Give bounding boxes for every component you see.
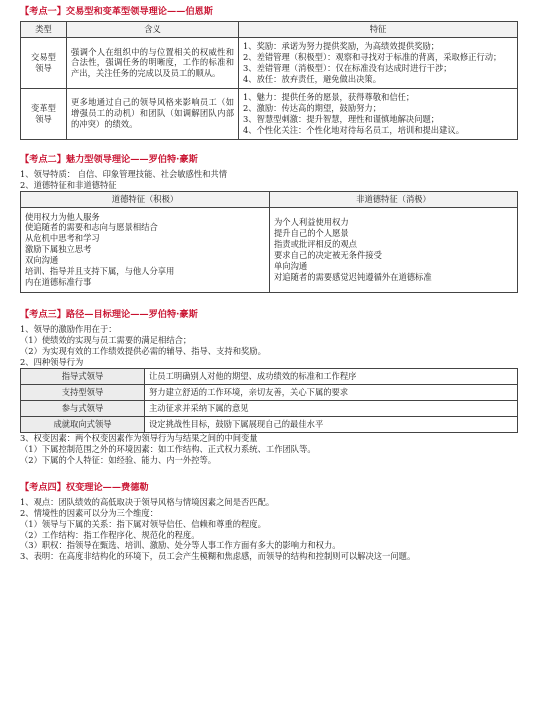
behavior-desc: 让员工明确别人对他的期望、成功绩效的标准和工作程序 bbox=[145, 368, 518, 384]
table-row bbox=[21, 400, 518, 416]
feature-item: 2、差错管理（积极型）：观察和寻找对于标准的背离，采取修正行动； bbox=[243, 52, 502, 63]
table-row bbox=[21, 368, 518, 384]
type-line: 领导 bbox=[35, 113, 52, 124]
list-item: 对追随者的需要感觉迟钝遵循外在道德标准 bbox=[274, 271, 432, 282]
type-line: 交易型 bbox=[31, 52, 56, 63]
moral-traits-table bbox=[20, 191, 518, 294]
list-item: 使追随者的需要和志向与愿景相结合 bbox=[25, 222, 158, 233]
list-item: 培训、指导并且支持下属，与他人分享用 bbox=[25, 266, 175, 277]
list-item: 为个人利益使用权力 bbox=[274, 217, 349, 227]
type-cell bbox=[21, 88, 67, 139]
text-line: 1、领导特质： 自信、印象管理技能、社会敏感性和共情 bbox=[20, 168, 228, 179]
section-2-title: 【考点二】魅力型领导理论——罗伯特·豪斯 bbox=[20, 153, 198, 165]
table-row bbox=[21, 207, 518, 293]
behavior-desc: 设定挑战性目标，鼓励下属展现自己的最佳水平 bbox=[145, 416, 518, 432]
header-type: 类型 bbox=[21, 22, 67, 38]
text-line: （2）为实现有效的工作绩效提供必需的辅导、指导、支持和奖励。 bbox=[20, 346, 266, 357]
list-item: 使用权力为他人服务 bbox=[25, 211, 100, 222]
list-item: 双向沟通 bbox=[25, 255, 59, 266]
feature-item: 4、个性化关注：个性化地对待每名员工，培训和提出建议。 bbox=[243, 124, 464, 135]
table-header-row bbox=[21, 191, 518, 207]
table-row bbox=[21, 416, 518, 432]
list-item: 单向沟通 bbox=[274, 260, 308, 271]
table-header-row bbox=[21, 22, 518, 38]
feature-item: 2、激励：传达高的期望，鼓励努力； bbox=[243, 102, 382, 113]
features-cell bbox=[239, 38, 518, 89]
leadership-behavior-table bbox=[20, 368, 518, 433]
section-3-title: 【考点三】路径—目标理论——罗伯特·豪斯 bbox=[20, 309, 198, 321]
feature-item: 1、魅力：提供任务的愿景，获得尊敬和信任； bbox=[243, 91, 415, 102]
behavior-name: 参与式领导 bbox=[21, 400, 145, 416]
type-line: 变革型 bbox=[31, 102, 56, 113]
feature-item: 1、奖励：承诺为努力提供奖励，为高绩效提供奖励； bbox=[243, 41, 440, 52]
feature-item: 4、放任：放弃责任，避免做出决策。 bbox=[243, 73, 382, 84]
moral-list bbox=[21, 207, 270, 293]
behavior-name: 指导式领导 bbox=[21, 368, 145, 384]
text-line: 2、四种领导行为 bbox=[20, 357, 84, 368]
behavior-name: 支持型领导 bbox=[21, 384, 145, 400]
definition-cell: 更多地通过自己的领导风格来影响员工（如增强员工的动机）和团队（如调解团队内部的冲突）的绩效。 bbox=[67, 88, 239, 139]
feature-item: 3、差错管理（消极型）：仅在标准没有达成时进行干涉； bbox=[243, 62, 452, 73]
text-line: 2、情境性的因素可以分为三个维度： bbox=[20, 507, 159, 518]
text-line: （2）工作结构：指工作程序化、规范化的程度。 bbox=[20, 529, 200, 540]
list-item: 要求自己的决定被无条件接受 bbox=[274, 249, 382, 260]
behavior-desc: 努力建立舒适的工作环境，亲切友善，关心下属的要求 bbox=[145, 384, 518, 400]
text-line: 1、观点：团队绩效的高低取决于领导风格与情境因素之间是否匹配。 bbox=[20, 496, 275, 507]
type-cell bbox=[21, 38, 67, 89]
text-line: 3、表明：在高度非结构化的环境下，员工会产生模糊和焦虑感，而领导的结构和控制则可以解决这一问题。 bbox=[20, 551, 416, 562]
immoral-list bbox=[270, 207, 518, 293]
header-definition: 含义 bbox=[67, 22, 239, 38]
type-line: 领导 bbox=[35, 62, 52, 73]
header-features: 特征 bbox=[239, 22, 518, 38]
list-item: 提升自己的个人愿景 bbox=[274, 227, 349, 238]
table-row bbox=[21, 384, 518, 400]
list-item: 从危机中思考和学习 bbox=[25, 233, 100, 244]
feature-item: 3、智慧型刺激：提升智慧，理性和谨慎地解决问题； bbox=[243, 113, 440, 124]
list-item: 内在道德标准行事 bbox=[25, 277, 92, 288]
text-line: 3、权变因素：两个权变因素作为领导行为与结果之间的中间变量 bbox=[20, 432, 258, 443]
text-line: （3）职权：指领导在甄选、培训、激励、处分等人事工作方面有多大的影响力和权力。 bbox=[20, 540, 341, 551]
list-item: 指责或批评相反的观点 bbox=[274, 238, 357, 249]
text-line: （1）使绩效的实现与员工需要的满足相结合； bbox=[20, 335, 192, 346]
text-line: 1、领导的激励作用在于： bbox=[20, 324, 117, 335]
header-moral: 道德特征（积极） bbox=[21, 191, 270, 207]
section-4-title: 【考点四】权变理论——费德勒 bbox=[20, 481, 149, 493]
table-row bbox=[21, 88, 518, 139]
text-line: （2）下属的个人特征：如经验、能力、内一外控等。 bbox=[20, 454, 217, 465]
list-item: 激励下属独立思考 bbox=[25, 244, 92, 255]
behavior-desc: 主动征求并采纳下属的意见 bbox=[145, 400, 518, 416]
text-line: （1）下属控制范围之外的环境因素：如工作结构、正式权力系统、工作团队等。 bbox=[20, 443, 316, 454]
text-line: （1）领导与下属的关系：指下属对领导信任、信赖和尊重的程度。 bbox=[20, 518, 266, 529]
header-immoral: 非道德特征（消极） bbox=[270, 191, 518, 207]
behavior-name: 成就取向式领导 bbox=[21, 416, 145, 432]
transactional-transformational-table bbox=[20, 21, 518, 139]
text-line: 2、道德特征和非道德特征 bbox=[20, 179, 117, 190]
table-row bbox=[21, 38, 518, 89]
definition-cell: 强调个人在组织中的与位置相关的权威性和合法性，强调任务的明晰度，工作的标准和产出，关注任务的完成以及员工的顺从。 bbox=[67, 38, 239, 89]
page bbox=[20, 6, 518, 562]
features-cell bbox=[239, 88, 518, 139]
section-1-title: 【考点一】交易型和变革型领导理论——伯恩斯 bbox=[20, 6, 213, 17]
